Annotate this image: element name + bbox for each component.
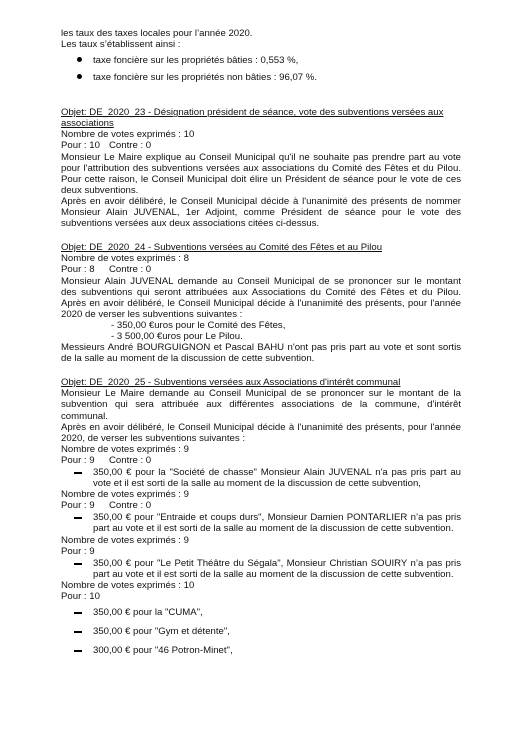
section-24-paragraph-line: Monsieur Alain JUVENAL demande au Conseil Municipal de se prononcer sur le montant <box>61 275 461 287</box>
subvention-item <box>61 607 461 618</box>
section-23-paragraph-line: Monsieur Alain JUVENAL, 1er Adjoint, comme Président de séance pour le vote des <box>61 207 461 219</box>
section-23-paragraph-line: deux subventions. <box>61 184 139 196</box>
section-25-pour-3: Pour : 9 <box>61 545 95 557</box>
document-page <box>61 28 461 656</box>
dash-bullet-icon <box>74 650 82 652</box>
section-23-paragraph-line: Après en avoir délibéré, le Conseil Municipal décide à l'unanimité des présents de nommer <box>61 195 461 207</box>
subvention-item <box>61 558 461 580</box>
section-24-item: - 350,00 €uros pour le Comité des Fêtes, <box>111 319 286 331</box>
section-23-votes: Nombre de votes exprimés : 10 <box>61 129 195 141</box>
section-24-item: - 3 500,00 €uros pour Le Pilou. <box>111 330 243 342</box>
subvention-line: 350,00 € pour "Gym et détente", <box>93 626 230 638</box>
section-24-paragraph-line: Messieurs André BOURGUIGNON et Pascal BAHU n'ont pas pris part au vote et sont sortis <box>61 342 461 354</box>
section-24-paragraph-line: des subventions qui seront attribuées aux Associations du Comité des Fêtes et du Pilou. <box>61 286 461 298</box>
section-25-votes-4: Nombre de votes exprimés : 10 <box>61 579 195 591</box>
section-23-title-line-1: Objet: DE_2020_23 - Désignation président de séance, vote des subventions versées aux <box>61 107 444 119</box>
section-23-paragraph-line: Monsieur Le Maire explique au Conseil Municipal qu'il ne souhaite pas prendre part au vote <box>61 151 461 163</box>
dash-bullet-icon <box>74 472 82 474</box>
section-25-paragraph-line: communal. <box>61 410 108 422</box>
subvention-item <box>61 626 461 637</box>
subvention-item <box>61 467 461 489</box>
bullet-item <box>61 71 461 84</box>
bullet-text: taxe foncière sur les propriétés bâties : 0,553 %, <box>93 55 299 67</box>
intro-line-1: les taux des taxes locales pour l’année 2020. <box>61 28 253 39</box>
section-25-paragraph-line: subvention qui sera attribuée aux différentes associations de la commune, d'intérêt <box>61 399 461 411</box>
subvention-line: 350,00 € pour "Le Petit Théâtre du Ségala", Monsieur Christian SOUIRY n’a pas pris <box>93 557 461 569</box>
section-23-title-line-2: associations <box>61 118 114 130</box>
section-25-pour-contre-2: Pour : 9 Contre : 0 <box>61 500 152 512</box>
bullet-item <box>61 54 461 67</box>
section-25-votes-3: Nombre de votes exprimés : 9 <box>61 534 189 546</box>
section-24-pour-contre: Pour : 8 Contre : 0 <box>61 264 152 276</box>
section-24-paragraph-line: Après en avoir délibéré, le Conseil Municipal décide à l'unanimité des présents, pour l'année <box>61 297 461 309</box>
section-23-paragraph-line: subventions versées aux deux associations citées ci-dessus. <box>61 218 320 230</box>
bullet-dot-icon <box>77 57 82 62</box>
subvention-line: part au vote et il est sorti de la salle au moment de la discussion de cette subvention. <box>93 523 454 535</box>
subvention-line: 350,00 € pour la "CUMA", <box>93 607 203 619</box>
section-25-title: Objet: DE_2020_25 - Subventions versées aux Associations d'intérêt communal <box>61 377 401 389</box>
section-25-pour-4: Pour : 10 <box>61 591 100 603</box>
dash-bullet-icon <box>74 563 82 565</box>
section-24-paragraph-line: 2020 de verser les subventions suivantes : <box>61 308 243 320</box>
section-25-paragraph-line: Après en avoir délibéré, le Conseil Municipal décide à l'unanimité des présents, pour l'année <box>61 421 461 433</box>
section-25-paragraph-line: Monsieur Le Maire demande au Conseil Municipal de se prononcer sur le montant de la <box>61 388 461 400</box>
section-24-title: Objet: DE_2020_24 - Subventions versées au Comité des Fêtes et au Pilou <box>61 242 383 254</box>
section-25-paragraph-line: 2020, de verser les subventions suivantes : <box>61 432 245 444</box>
subvention-line: part au vote et il est sorti de la salle au moment de la discussion de cette subvention. <box>93 568 454 580</box>
dash-bullet-icon <box>74 631 82 633</box>
section-23-paragraph-line: Pour cette raison, le Conseil Municipal doit élire un Président de séance pour le vote de ces <box>61 173 461 185</box>
section-24-paragraph-line: de la salle au moment de la discussion de cette subvention. <box>61 353 315 365</box>
subvention-line: vote et il est sorti de la salle au moment de la discussion de cette subvention, <box>93 478 421 490</box>
section-25-pour-contre-1: Pour : 9 Contre : 0 <box>61 454 152 466</box>
dash-bullet-icon <box>74 517 82 519</box>
subvention-line: 350,00 € pour "Entraide et coups durs", Monsieur Damien PONTARLIER n’a pas pris <box>93 512 461 524</box>
subvention-line: 300,00 € pour "46 Potron-Minet", <box>93 645 233 657</box>
section-23-paragraph-line: pour l'attribution des subventions versées aux associations du Comité des Fêtes et du Pilou. <box>61 162 461 174</box>
section-24-votes: Nombre de votes exprimés : 8 <box>61 253 189 265</box>
subvention-item <box>61 645 461 656</box>
subvention-item <box>61 512 461 534</box>
intro-line-2: Les taux s’établissent ainsi : <box>61 39 181 51</box>
section-25-votes-2: Nombre de votes exprimés : 9 <box>61 489 189 501</box>
bullet-dot-icon <box>77 74 82 79</box>
bullet-text: taxe foncière sur les propriétés non bâties : 96,07 %. <box>93 72 317 84</box>
dash-bullet-icon <box>74 612 82 614</box>
section-25-votes-1: Nombre de votes exprimés : 9 <box>61 443 189 455</box>
subvention-line: 350,00 € pour la "Société de chasse" Monsieur Alain JUVENAL n'a pas pris part au <box>93 467 461 478</box>
section-23-pour-contre: Pour : 10 Contre : 0 <box>61 140 152 152</box>
